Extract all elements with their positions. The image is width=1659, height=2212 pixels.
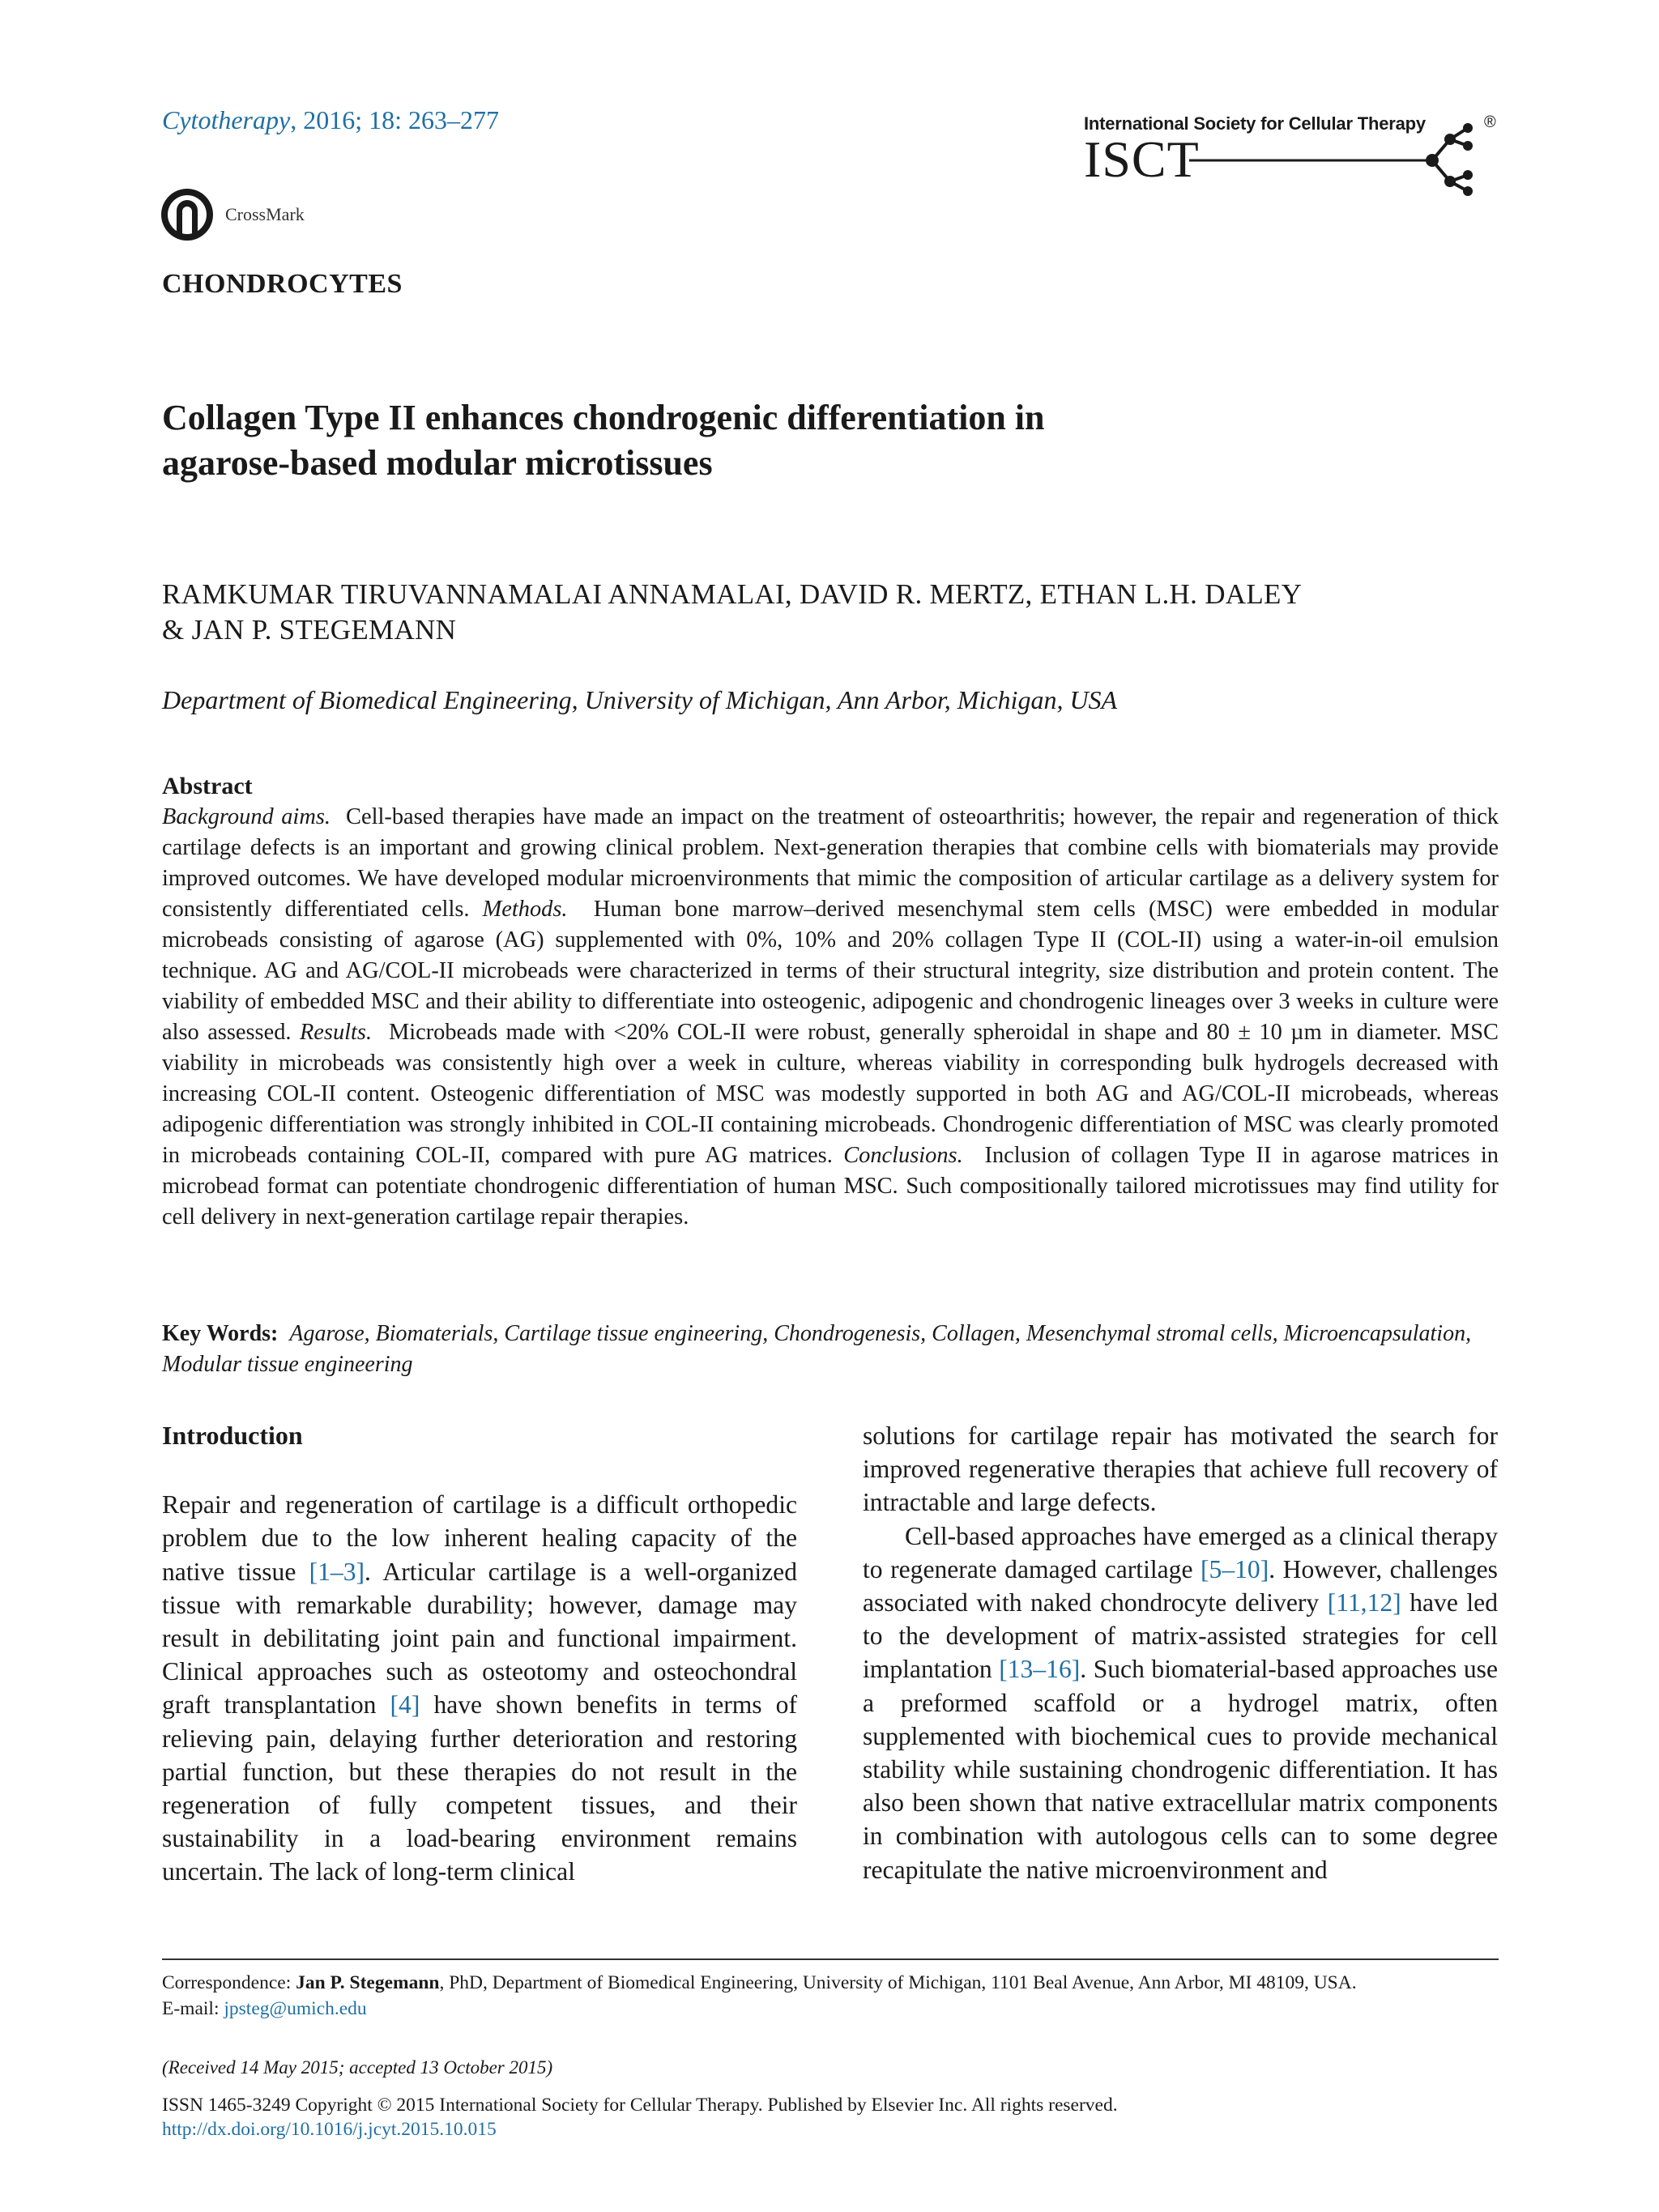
intro-paragraph-1-cont: solutions for cartilage repair has motivated the search for improved regenerative therapies that achieve full recovery of intractable and large defects. [863,1421,1498,1517]
footer-divider [162,1958,1499,1960]
abstract-heading: Abstract [162,773,253,799]
abstract-conclusions-label: Conclusions. [843,1143,963,1168]
isct-logo [1084,107,1505,196]
registered-mark: ® [1484,113,1496,131]
intro-text: . Such biomaterial-based approaches use a preformed scaffold or a hydrogel matrix, often supplemented with biochemical cues to provide mechanical stability while sustaining chondrogenic differentiation. It has also been shown that native extracellular matrix components in combination with autologous cells can to some degree recapitulate the native microenvironment and [863,1655,1498,1884]
intro-text: have led to the development of matrix-assisted strategies for cell implantation [863,1588,1498,1684]
correspondence-label: Correspondence: [162,1972,292,1993]
keywords-text: Agarose, Biomaterials, Cartilage tissue engineering, Chondrogenesis, Collagen, Mesenchymal stromal cells, Microencapsulation, Modular tissue engineering [162,1321,1472,1377]
isct-wordmark: ISCT [1084,130,1200,188]
citation-link[interactable]: [4] [390,1690,420,1720]
email-label: E-mail: [162,1998,220,2019]
intro-right-column [863,1419,1498,1886]
abstract-results-label: Results. [299,1020,373,1045]
correspondence-address: , PhD, Department of Biomedical Engineering, University of Michigan, 1101 Beal Avenue, Ann Arbor, MI 48109, USA. [439,1972,1357,1993]
abstract [162,771,1499,1233]
copyright-block [162,2093,1118,2142]
crossmark-badge[interactable] [159,186,305,243]
abstract-conclusions-text: Inclusion of collagen Type II in agarose matrices in microbead format can potentiate chondrogenic differentiation of human MSC. Such compositionally tailored microtissues may find utility for cell delivery in next-generation cartilage repair therapies. [162,1143,1499,1230]
crossmark-icon [159,186,215,243]
title-line-2: agarose-based modular microtissues [162,443,713,483]
correspondence [162,1970,1499,2022]
email-link[interactable]: jpsteg@umich.edu [224,1998,367,2019]
abstract-bg-label: Background aims. [162,804,331,829]
abstract-results-text: Microbeads made with <20% COL-II were robust, generally spheroidal in shape and 80 ± 10 µm in diameter. MSC viability in microbeads was consistently high over a week in culture, whereas viability in corresponding bulk hydrogels decreased with increasing COL-II content. Osteogenic differentiation of MSC was modestly supported in both AG and AG/COL-II microbeads, whereas adipogenic differentiation was strongly inhibited in COL-II containing microbeads. Chondrogenic differentiation of MSC was clearly promoted in microbeads containing COL-II, compared with pure AG matrices. [162,1020,1499,1168]
citation-link[interactable]: [11,12] [1327,1588,1401,1617]
correspondence-line [162,1970,1499,1996]
journal-name[interactable]: Cytotherapy [162,105,291,134]
author-list [162,577,1499,648]
citation-link[interactable]: [5–10] [1201,1554,1269,1583]
issn-copyright: ISSN 1465-3249 Copyright © 2015 International Society for Cellular Therapy. Published by Elsevier Inc. All rights reserved. [162,2095,1118,2116]
isct-society-name: International Society for Cellular Therapy [1084,113,1426,134]
abstract-methods-text: Human bone marrow–derived mesenchymal stem cells (MSC) were embedded in modular microbeads consisting of agarose (AG) supplemented with 0%, 10% and 20% collagen Type II (COL-II) using a water-in-oil emulsion technique. AG and AG/COL-II microbeads were characterized in terms of their structural integrity, size distribution and protein content. The viability of embedded MSC and their ability to differentiate into osteogenic, adipogenic and chondrogenic lineages over 3 weeks in culture were also assessed. [162,897,1499,1045]
intro-text: . Articular cartilage is a well-organized tissue with remarkable durability; however, damage may result in debilitating joint pain and functional impairment. Clinical approaches such as osteotomy and osteochondral graft transplantation [162,1557,797,1720]
intro-paragraph-2 [863,1519,1498,1886]
received-dates: (Received 14 May 2015; accepted 13 October 2015) [162,2057,553,2078]
intro-text: Cell-based approaches have emerged as a clinical therapy to regenerate damaged cartilage [863,1521,1498,1583]
title-line-1: Collagen Type II enhances chondrogenic differentiation in [162,398,1045,437]
crossmark-label: CrossMark [225,204,305,224]
intro-text: Repair and regeneration of cartilage is a difficult orthopedic problem due to the low inherent healing capacity of the native tissue [162,1490,797,1586]
affiliation: Department of Biomedical Engineering, University of Michigan, Ann Arbor, Michigan, USA [162,685,1118,714]
abstract-bg-text: Cell-based therapies have made an impact on the treatment of osteoarthritis; however, the repair and regeneration of thick cartilage defects is an important and growing clinical problem. Next-generation therapies that combine cells with biomaterials may provide improved outcomes. We have developed modular microenvironments that mimic the composition of articular cartilage as a delivery system for consistently differentiated cells. [162,804,1499,922]
intro-paragraph-1 [162,1488,797,1888]
authors-line-1: RAMKUMAR TIRUVANNAMALAI ANNAMALAI, DAVID R. MERTZ, ETHAN L.H. DALEY [162,578,1303,610]
isct-network-icon [1189,107,1481,196]
journal-citation [162,105,499,135]
article-title [162,395,1491,486]
citation-link[interactable]: [1–3] [309,1557,365,1586]
email-line [162,1996,1499,2022]
keywords-label: Key Words: [162,1321,279,1346]
correspondence-name: Jan P. Stegemann [296,1972,440,1993]
intro-text: . However, challenges associated with naked chondrocyte delivery [863,1554,1498,1617]
intro-heading: Introduction [162,1421,303,1450]
section-label: CHONDROCYTES [162,269,403,299]
authors-line-2: & JAN P. STEGEMANN [162,614,457,646]
citation-details: , 2016; 18: 263–277 [290,105,499,134]
intro-text: have shown benefits in terms of relieving pain, delaying further deterioration and restoring partial function, but these therapies do not result in the regeneration of fully competent tissues, and their sustainability in a load-bearing environment remains uncertain. The lack of long-term clinical [162,1690,797,1886]
abstract-methods-label: Methods. [482,897,568,922]
intro-left-column [162,1419,797,1889]
keywords [162,1319,1499,1380]
doi-link[interactable]: http://dx.doi.org/10.1016/j.jcyt.2015.10.015 [162,2119,497,2140]
citation-link[interactable]: [13–16] [999,1655,1081,1684]
